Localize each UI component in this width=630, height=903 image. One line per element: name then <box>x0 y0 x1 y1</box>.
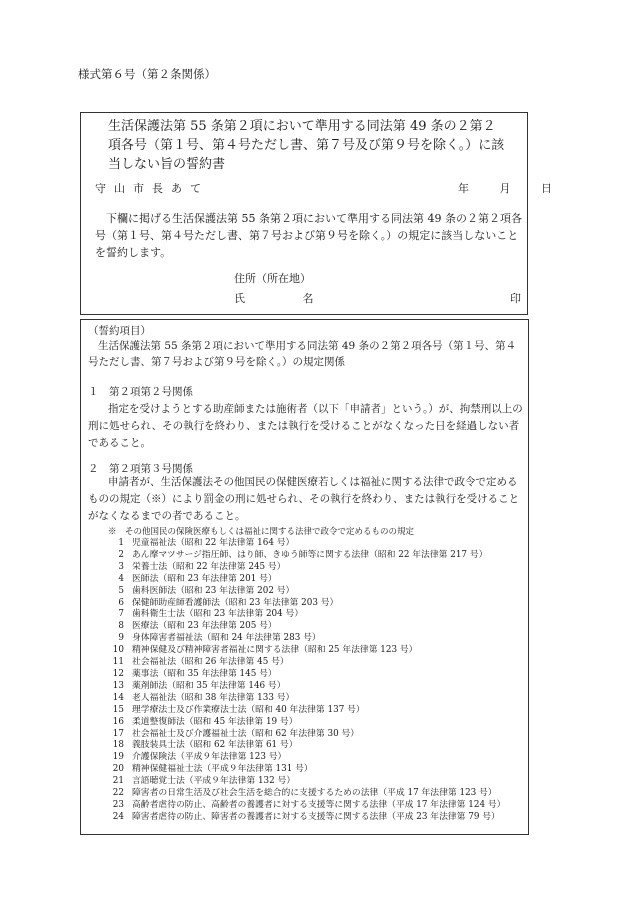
law-item: 14 老人福祉法（昭和 38 年法律第 133 号） <box>112 692 295 703</box>
law-item: 3 栄養士法（昭和 22 年法律第 245 号） <box>118 561 286 572</box>
section2-heading: ２ 第２項第３号関係 <box>88 463 193 475</box>
law-item: 5 歯科医師法（昭和 23 年法律第 202 号） <box>118 585 295 596</box>
form-number: 様式第６号（第２条関係） <box>78 67 216 81</box>
law-item: 17 社会福祉士及び介護福祉士法（昭和 62 年法律第 30 号） <box>112 728 360 739</box>
date-month-label: 月 <box>499 182 511 195</box>
law-item: 11 社会福祉法（昭和 26 年法律第 45 号） <box>112 657 289 668</box>
law-item: 22 障害者の日常生活及び社会生活を総合的に支援するための法律（平成 17 年法律第 123 号） <box>112 788 497 799</box>
law-item: 6 保健師助産師看護師法（昭和 23 年法律第 203 号） <box>118 597 339 608</box>
law-item: 12 薬事法（昭和 35 年法律第 145 号） <box>112 668 277 679</box>
name-label-second: 名 <box>302 292 314 305</box>
law-item: 15 理学療法士及び作業療法士法（昭和 40 年法律第 137 号） <box>112 704 365 715</box>
law-item: 21 言語聴覚士法（平成９年法律第 132 号） <box>112 776 296 787</box>
document-title: 生活保護法第 55 条第２項において準用する同法第 49 条の２第２項各号（第１号、第４号ただし書、第７号及び第９号を除く。）に該当しない旨の誓約書 <box>108 119 505 172</box>
relation-text: 生活保護法第 55 条第２項において準用する同法第 49 条の２第２項各号（第１号、第４号ただし書、第７号および第９号を除く。）の規定関係 <box>88 340 517 368</box>
law-item: 9 身体障害者福祉法（昭和 24 年法律第 283 号） <box>118 633 321 644</box>
addressee: 守山市長あて <box>95 182 209 195</box>
date-day-label: 日 <box>541 182 552 195</box>
seal-mark: 印 <box>510 292 521 305</box>
name-label-first: 氏 <box>234 292 245 305</box>
law-item: 7 歯科衛生士法（昭和 23 年法律第 204 号） <box>118 609 304 620</box>
law-item: 18 義肢装具士法（昭和 62 年法律第 61 号） <box>112 740 298 751</box>
section2-body: 申請者が、生活保護法その他国民の保健医療若しくは福祉に関する法律で政令で定めるものの規定（※）により罰金の刑に処せられ、その執行を終わり、または執行を受けることがなくなるまでの者であること。 <box>88 476 520 522</box>
law-item: 8 医療法（昭和 23 年法律第 205 号） <box>118 621 277 632</box>
law-item: 1 児童福祉法（昭和 22 年法律第 164 号） <box>118 538 295 548</box>
law-list <box>108 538 533 824</box>
law-item: 20 精神保健福祉士法（平成９年法律第 131 号） <box>112 764 313 775</box>
section1-heading: １ 第２項第２号関係 <box>88 386 193 398</box>
oath-statement: 下欄に掲げる生活保護法第 55 条第２項において準用する同法第 49 条の２第２項各号（第１号、第４号ただし書、第７号および第９号を除く。）の規定に該当しないことを誓約します。 <box>95 212 522 259</box>
law-item: 24 障害者虐待の防止、障害者の養護者に対する支援等に関する法律（平成 23 年法律第 79 号） <box>112 811 500 822</box>
law-list-note: ※ その他国民の保険医療もしくは福祉に関する法律で政令で定めるものの規定 <box>108 527 415 537</box>
address-label: 住所（所在地） <box>234 272 311 285</box>
law-item: 10 精神保健及び精神障害者福祉に関する法律（昭和 25 年法律第 123 号） <box>112 645 418 656</box>
name-label <box>234 290 314 306</box>
law-item: 23 高齢者虐待の防止、高齢者の養護者に対する支援等に関する法律（平成 17 年法律第 124 号） <box>112 799 506 810</box>
law-item: 19 介護保険法（平成９年法律第 123 号） <box>112 752 287 763</box>
section1-body: 指定を受けようとする助産師または施術者（以下「申請者」という。）が、拘禁刑以上の刑に処せられ、その執行を終わり、または執行を受けることがなくなった日を経過しない者であること。 <box>88 403 523 449</box>
law-item: 13 薬剤師法（昭和 35 年法律第 146 号） <box>112 680 286 691</box>
law-item: 4 医師法（昭和 23 年法律第 201 号） <box>118 573 277 584</box>
law-item: 16 柔道整復師法（昭和 45 年法律第 19 号） <box>112 716 298 727</box>
date-year-label: 年 <box>458 182 469 195</box>
date-line <box>458 180 552 196</box>
items-heading: （誓約項目） <box>88 325 151 337</box>
law-item: 2 あん摩マツサージ指圧師、はり師、きゆう師等に関する法律（昭和 22 年法律第 217 号） <box>118 549 488 560</box>
